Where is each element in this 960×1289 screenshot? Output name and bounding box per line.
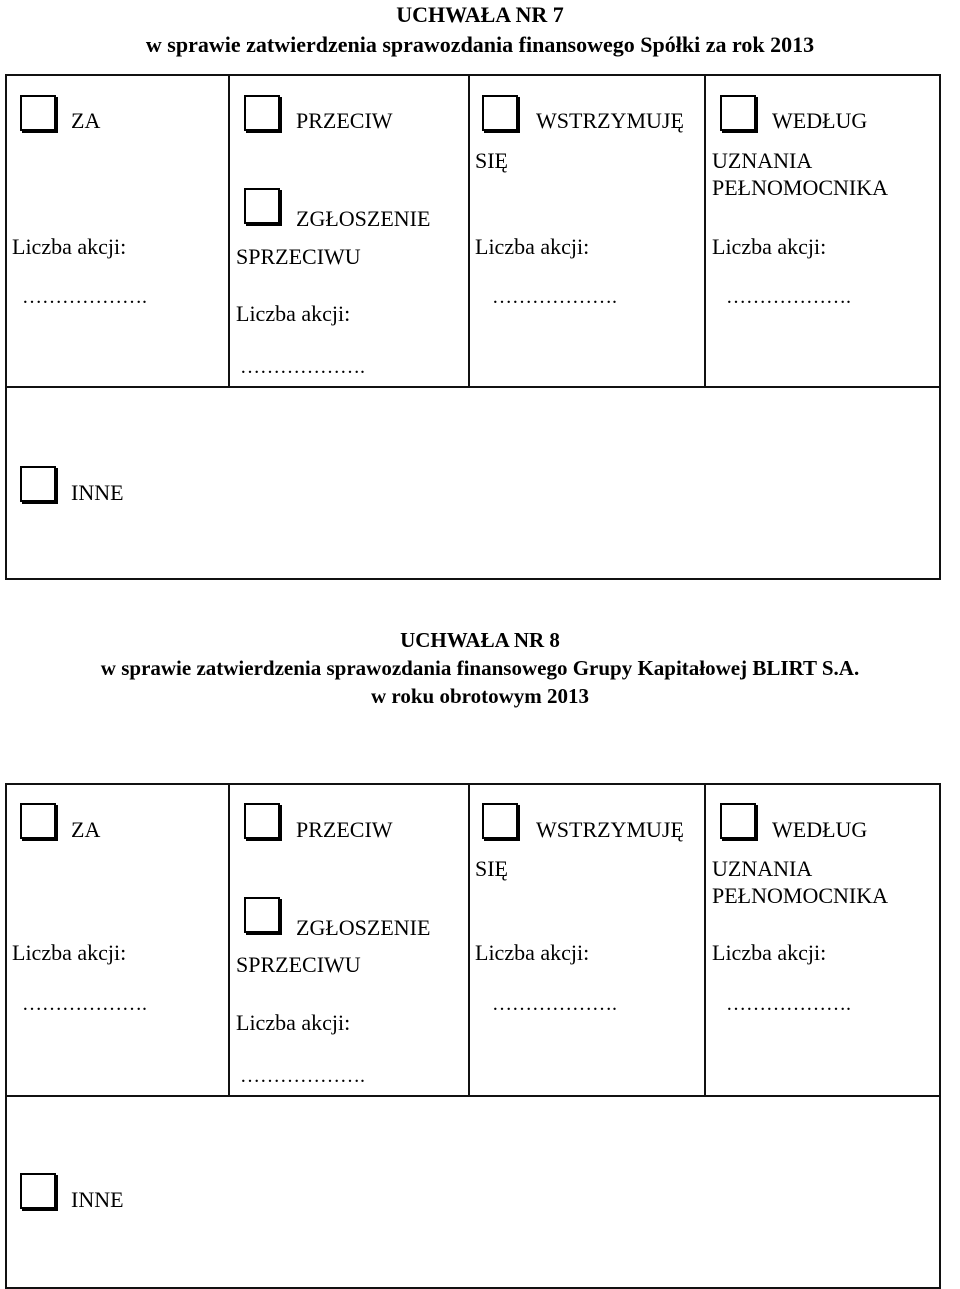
wedlug-shares-field[interactable]: ……………….: [726, 993, 851, 1015]
za-label: ZA: [71, 108, 101, 133]
vote-wedlug-cell: [705, 75, 940, 387]
vote-za-cell: [6, 784, 229, 1096]
za-shares-label: Liczba akcji:: [12, 940, 127, 965]
objection-label-1: ZGŁOSZENIE: [296, 915, 431, 940]
wedlug-shares-label: Liczba akcji:: [712, 940, 827, 965]
objection-label-2: SPRZECIWU: [236, 244, 361, 269]
za-checkbox[interactable]: [20, 95, 56, 131]
przeciw-shares-field[interactable]: ……………….: [240, 1065, 365, 1087]
wstrzymuje-label-2: SIĘ: [475, 148, 508, 173]
wedlug-shares-label: Liczba akcji:: [712, 234, 827, 259]
wedlug-shares-field[interactable]: ……………….: [726, 286, 851, 308]
wstrzymuje-label-1: WSTRZYMUJĘ: [536, 817, 684, 842]
inne-label: INNE: [71, 1187, 124, 1212]
vote-wstrzymuje-cell: [469, 75, 705, 387]
wstrzymuje-checkbox[interactable]: [482, 95, 518, 131]
przeciw-checkbox[interactable]: [244, 95, 280, 131]
resolution-8-heading: [0, 626, 960, 710]
przeciw-shares-label: Liczba akcji:: [236, 301, 351, 326]
wedlug-checkbox[interactable]: [720, 803, 756, 839]
resolution-8-vote-table: [5, 783, 941, 1289]
objection-checkbox[interactable]: [244, 897, 280, 933]
inne-checkbox[interactable]: [20, 466, 56, 502]
objection-checkbox[interactable]: [244, 188, 280, 224]
resolution-8-subtitle-1: w sprawie zatwierdzenia sprawozdania finansowego Grupy Kapitałowej BLIRT S.A.: [100, 656, 860, 680]
przeciw-shares-field[interactable]: ……………….: [240, 356, 365, 378]
resolution-8-title: UCHWAŁA NR 8: [400, 628, 560, 652]
wedlug-checkbox[interactable]: [720, 95, 756, 131]
wstrzymuje-shares-field[interactable]: ……………….: [492, 286, 617, 308]
resolution-7-vote-table: [5, 74, 941, 580]
wstrzymuje-shares-field[interactable]: ……………….: [492, 993, 617, 1015]
vote-przeciw-cell: [229, 75, 469, 387]
resolution-7-title: UCHWAŁA NR 7: [396, 2, 564, 27]
wstrzymuje-label-1: WSTRZYMUJĘ: [536, 108, 684, 133]
vote-za-cell: [6, 75, 229, 387]
wstrzymuje-shares-label: Liczba akcji:: [475, 940, 590, 965]
objection-label-1: ZGŁOSZENIE: [296, 206, 431, 231]
inne-checkbox[interactable]: [20, 1173, 56, 1209]
vote-inne-cell: [6, 1096, 940, 1288]
przeciw-checkbox[interactable]: [244, 803, 280, 839]
za-label: ZA: [71, 817, 101, 842]
wedlug-label-2: UZNANIA: [712, 148, 813, 173]
objection-label-2: SPRZECIWU: [236, 952, 361, 977]
wstrzymuje-shares-label: Liczba akcji:: [475, 234, 590, 259]
vote-wedlug-cell: [705, 784, 940, 1096]
resolution-7-subtitle: w sprawie zatwierdzenia sprawozdania finansowego Spółki za rok 2013: [145, 32, 815, 57]
wedlug-label-1: WEDŁUG: [772, 817, 868, 842]
wedlug-label-3: PEŁNOMOCNIKA: [712, 175, 888, 200]
za-checkbox[interactable]: [20, 803, 56, 839]
wedlug-label-1: WEDŁUG: [772, 108, 868, 133]
vote-przeciw-cell: [229, 784, 469, 1096]
wstrzymuje-label-2: SIĘ: [475, 856, 508, 881]
resolution-7-heading: [0, 0, 960, 60]
wstrzymuje-checkbox[interactable]: [482, 803, 518, 839]
przeciw-label: PRZECIW: [296, 817, 393, 842]
vote-wstrzymuje-cell: [469, 784, 705, 1096]
za-shares-field[interactable]: ……………….: [22, 993, 147, 1015]
wedlug-label-2: UZNANIA: [712, 856, 813, 881]
przeciw-label: PRZECIW: [296, 108, 393, 133]
za-shares-field[interactable]: ……………….: [22, 286, 147, 308]
za-shares-label: Liczba akcji:: [12, 234, 127, 259]
wedlug-label-3: PEŁNOMOCNIKA: [712, 883, 888, 908]
resolution-8-subtitle-2: w roku obrotowym 2013: [371, 684, 589, 708]
inne-label: INNE: [71, 480, 124, 505]
vote-inne-cell: [6, 387, 940, 579]
przeciw-shares-label: Liczba akcji:: [236, 1010, 351, 1035]
